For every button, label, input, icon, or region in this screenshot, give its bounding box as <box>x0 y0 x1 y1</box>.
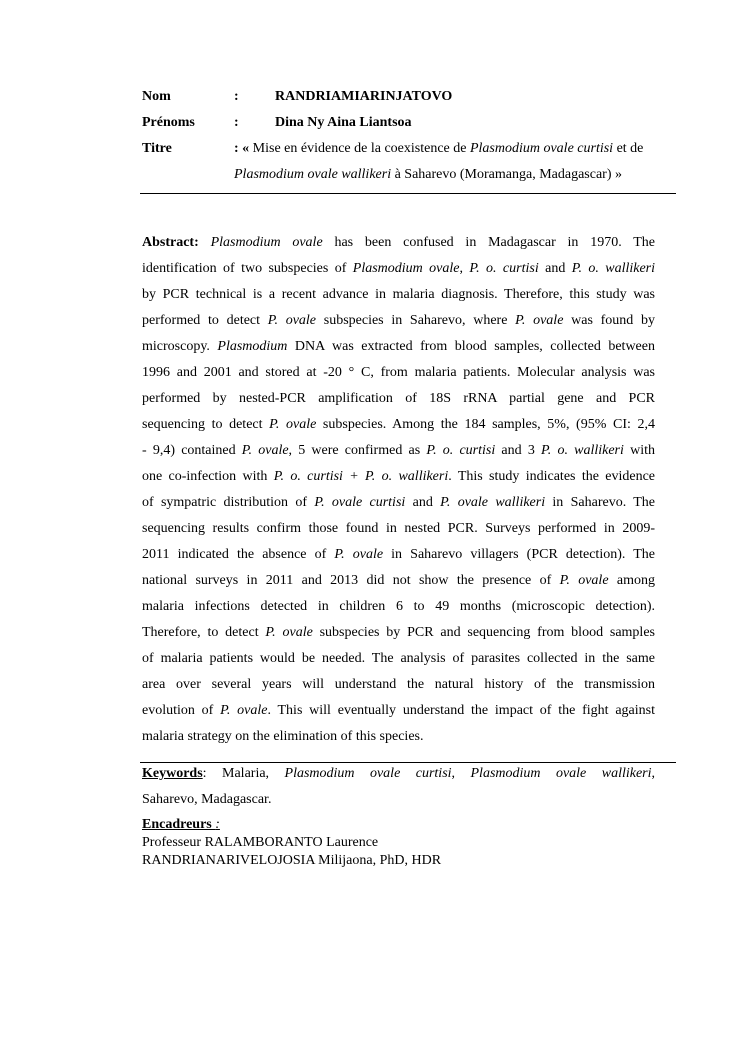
species-name: P. o. wallikeri <box>541 443 624 458</box>
nom-label: Nom <box>142 89 171 104</box>
abstract-line <box>142 620 655 646</box>
abstract-line <box>142 672 655 698</box>
species-name: P. o. curtisi <box>426 443 496 458</box>
text-run: . This study indicates the evidence <box>448 469 655 484</box>
species-name: P. o. curtisi + P. o. wallikeri <box>273 469 449 484</box>
supervisor-name: Professeur RALAMBORANTO Laurence <box>142 835 379 850</box>
species-name: P. ovale curtisi <box>314 495 406 510</box>
species-name: P. ovale <box>559 573 609 588</box>
text-run: identification of two subspecies of <box>142 261 353 276</box>
keywords-line-1 <box>142 761 655 787</box>
abstract-line <box>142 360 655 386</box>
text-run: subspecies by PCR and sequencing from blood samples <box>312 625 655 640</box>
abstract-line <box>142 542 655 568</box>
titre-line-1 <box>234 139 643 159</box>
supervisor-name: RANDRIANARIVELOJOSIA Milijaona, PhD, HDR <box>142 853 442 868</box>
species-name: Plasmodium ovale <box>210 235 323 250</box>
abstract-line <box>142 412 655 438</box>
titre-text-1: Mise en évidence de la coexistence de <box>249 141 470 156</box>
species-name: P. ovale <box>267 313 317 328</box>
species-name: P. ovale <box>334 547 384 562</box>
keywords-line-2: Saharevo, Madagascar. <box>142 792 272 807</box>
keywords-block <box>142 761 655 813</box>
species-name: P. o. wallikeri <box>571 261 656 276</box>
abstract-line <box>142 334 655 360</box>
species-name: Plasmodium ovale <box>352 261 460 276</box>
text-run: one co-infection with <box>142 469 274 484</box>
supervisors-block <box>142 816 441 870</box>
abstract-line <box>142 308 655 334</box>
nom-value: RANDRIAMIARINJATOVO <box>275 89 453 104</box>
text-run: of sympatric distribution of <box>142 495 315 510</box>
text-run: microscopy. <box>142 339 218 354</box>
abstract-line <box>142 490 655 516</box>
titre-line-2 <box>234 165 622 185</box>
text-run: was found by <box>563 313 655 328</box>
prenoms-colon: : <box>234 115 239 130</box>
text-run: by PCR technical is a recent advance in malaria diagnosis. Therefore, this study was <box>142 287 655 302</box>
text-run: has been confused in Madagascar in 1970. The <box>322 235 655 250</box>
abstract-line <box>142 516 655 542</box>
abstract-line <box>142 568 655 594</box>
abstract-line <box>142 256 655 282</box>
species-name: Plasmodium ovale curtisi <box>284 766 452 781</box>
text-run: , <box>651 766 656 781</box>
nom-colon: : <box>234 89 239 104</box>
titre-label: Titre <box>142 141 172 156</box>
text-run <box>199 235 211 250</box>
text-run: in Saharevo. The <box>545 495 656 510</box>
supervisors-colon: : <box>215 817 220 832</box>
text-run: area over several years will understand the natural history of the transmission <box>142 677 655 692</box>
species-name: P. ovale <box>241 443 289 458</box>
abstract-line <box>142 646 655 672</box>
text-run: sequencing results confirm those found in nested PCR. Surveys performed in 2009- <box>142 521 655 536</box>
abstract-line <box>142 698 655 724</box>
abstract-paragraph <box>142 230 655 750</box>
titre-text-1-end: et de <box>613 141 644 156</box>
text-run: subspecies in Saharevo, where <box>316 313 516 328</box>
text-run: performed to detect <box>142 313 268 328</box>
abstract-line <box>142 724 655 750</box>
text-run: , <box>459 261 470 276</box>
text-run: and <box>405 495 441 510</box>
text-run: , 5 were confirmed as <box>288 443 427 458</box>
text-run: and <box>538 261 572 276</box>
species-name: P. ovale <box>265 625 313 640</box>
species-name: P. ovale <box>269 417 317 432</box>
text-run: in Saharevo villagers (PCR detection). The <box>383 547 655 562</box>
text-run: of malaria patients would be needed. The analysis of parasites collected in the same <box>142 651 655 666</box>
header-divider <box>140 193 676 194</box>
text-run: national surveys in 2011 and 2013 did not show the presence of <box>142 573 560 588</box>
text-run: 1996 and 2001 and stored at -20 ° C, from malaria patients. Molecular analysis was <box>142 365 655 380</box>
prenoms-label: Prénoms <box>142 115 195 130</box>
text-run: malaria strategy on the elimination of this species. <box>142 729 424 744</box>
text-run: subspecies. Among the 184 samples, 5%, (95% CI: 2,4 <box>316 417 655 432</box>
text-run: with <box>623 443 655 458</box>
titre-text-2-end: à Saharevo (Moramanga, Madagascar) » <box>391 167 622 182</box>
abstract-line <box>142 386 655 412</box>
text-run: and 3 <box>495 443 542 458</box>
text-run: . This will eventually understand the impact of the fight against <box>267 703 655 718</box>
text-run: - 9,4) contained <box>142 443 242 458</box>
species-name: P. o. curtisi <box>469 261 539 276</box>
text-run: Therefore, to detect <box>142 625 266 640</box>
text-run: , <box>451 766 471 781</box>
abstract-label: Abstract: <box>142 235 199 250</box>
keywords-label: Keywords <box>142 766 203 781</box>
species-name: P. ovale <box>515 313 564 328</box>
text-run: performed by nested-PCR amplification of 18S rRNA partial gene and PCR <box>142 391 655 406</box>
species-name: P. ovale wallikeri <box>440 495 546 510</box>
supervisors-label: Encadreurs <box>142 817 216 832</box>
species-name: Plasmodium ovale wallikeri <box>470 766 652 781</box>
supervisors-heading <box>142 816 441 834</box>
text-run: : Malaria, <box>202 766 285 781</box>
text-run: sequencing to detect <box>142 417 270 432</box>
text-run: DNA was extracted from blood samples, collected between <box>287 339 655 354</box>
species-name: Plasmodium <box>217 339 288 354</box>
titre-species-1: Plasmodium ovale curtisi <box>469 141 614 156</box>
abstract-line <box>142 282 655 308</box>
species-name: P. ovale <box>220 703 268 718</box>
text-run: among <box>608 573 655 588</box>
titre-open: : « <box>234 141 250 156</box>
abstract-line <box>142 594 655 620</box>
abstract-line <box>142 230 655 256</box>
prenoms-value: Dina Ny Aina Liantsoa <box>275 115 412 130</box>
titre-species-2: Plasmodium ovale wallikeri <box>234 167 392 182</box>
abstract-line <box>142 464 655 490</box>
text-run: 2011 indicated the absence of <box>142 547 335 562</box>
text-run: malaria infections detected in children 6 to 49 months (microscopic detection). <box>142 599 655 614</box>
abstract-line <box>142 438 655 464</box>
text-run: evolution of <box>142 703 221 718</box>
